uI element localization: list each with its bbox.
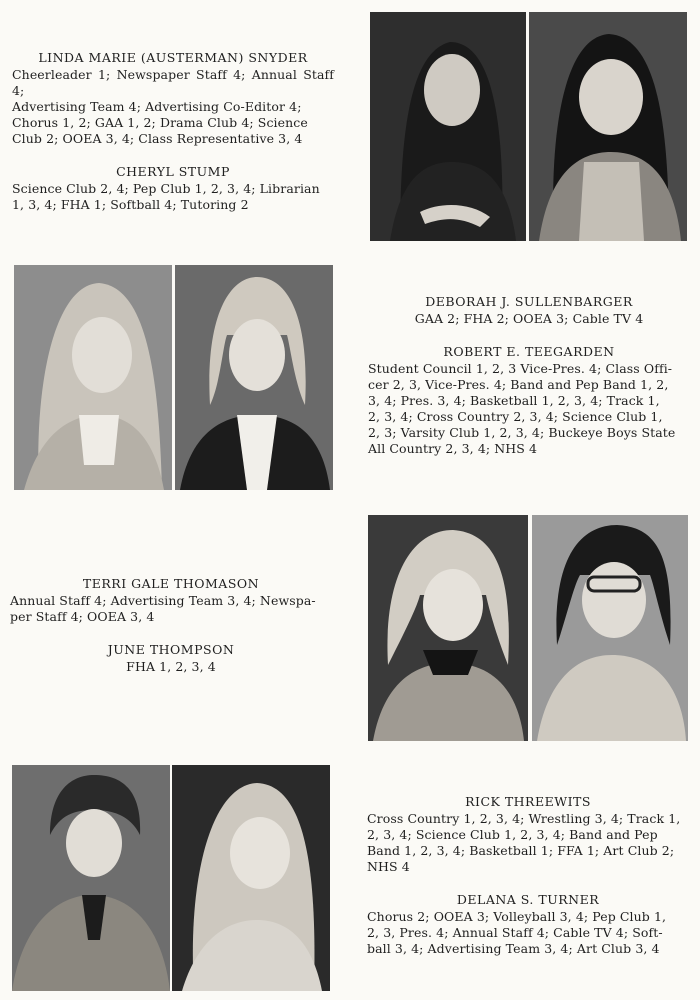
student-activities: Chorus 2; OOEA 3; Volleyball 3, 4; Pep Club 1, 2, 3, Pres. 4; Annual Staff 4; Cable TV 4; Soft- ball 3, 4; Advertising Team 3, 4; Art Club 3, 4 xyxy=(367,909,667,956)
portrait-photo-stump xyxy=(529,12,687,241)
portrait-photo-threewits xyxy=(12,765,170,991)
student-activities: Annual Staff 4; Advertising Team 3, 4; Newspa- per Staff 4; OOEA 3, 4 xyxy=(10,593,316,624)
bio-block-sullenbarger-teegarden xyxy=(368,294,690,457)
student-name: ROBERT E. TEEGARDEN xyxy=(443,344,615,359)
portrait-photo-teegarden xyxy=(175,265,333,490)
bio-block-thomason-thompson xyxy=(10,576,332,675)
portrait-photo-turner xyxy=(172,765,330,991)
student-activities: Science Club 2, 4; Pep Club 1, 2, 3, 4; Librarian 1, 3, 4; FHA 1; Softball 4; Tutoring 2 xyxy=(12,181,320,212)
student-activities: Student Council 1, 2, 3 Vice-Pres. 4; Class Offi- cer 2, 3, Vice-Pres. 4; Band and Pep Band 1, 2, 3, 4; Pres. 3, 4; Basketball 1, 2, 3, 4; Track 1, 2, 3, 4; Cross Country 2, 3, 4; Science Club 1, 2, 3; Varsity Club 1, 2, 3, 4; Buckeye Boys State All Country 2, 3, 4; NHS 4 xyxy=(368,361,676,456)
student-activities: Cross Country 1, 2, 3, 4; Wrestling 3, 4; Track 1, 2, 3, 4; Science Club 1, 2, 3, 4; Band and Pep Band 1, 2, 3, 4; Basketball 1; FFA 1; Art Club 2; NHS 4 xyxy=(367,811,681,874)
bio-block-threewits-turner xyxy=(367,794,689,957)
student-activities: GAA 2; FHA 2; OOEA 3; Cable TV 4 xyxy=(414,311,644,326)
student-name: JUNE THOMPSON xyxy=(107,642,235,657)
student-name: DEBORAH J. SULLENBARGER xyxy=(425,294,633,309)
bio-block-snyder-stump xyxy=(12,50,334,213)
student-name: RICK THREEWITS xyxy=(465,794,591,809)
student-name: LINDA MARIE (AUSTERMAN) SNYDER xyxy=(38,50,308,65)
student-activities: FHA 1, 2, 3, 4 xyxy=(126,659,216,674)
student-name: DELANA S. TURNER xyxy=(456,892,600,907)
student-activities: Cheerleader 1; Newspaper Staff 4; Annual Staff 4; Advertising Team 4; Advertising Co-Editor 4; Chorus 1, 2; GAA 1, 2; Drama Club 4; Science Club 2; OOEA 3, 4; Class Representative 3, 4 xyxy=(12,67,334,146)
portrait-photo-thompson xyxy=(532,515,688,741)
portrait-photo-sullenbarger xyxy=(14,265,172,490)
portrait-photo-thomason xyxy=(368,515,528,741)
student-name: TERRI GALE THOMASON xyxy=(82,576,260,591)
student-name: CHERYL STUMP xyxy=(116,164,230,179)
portrait-photo-snyder xyxy=(370,12,526,241)
